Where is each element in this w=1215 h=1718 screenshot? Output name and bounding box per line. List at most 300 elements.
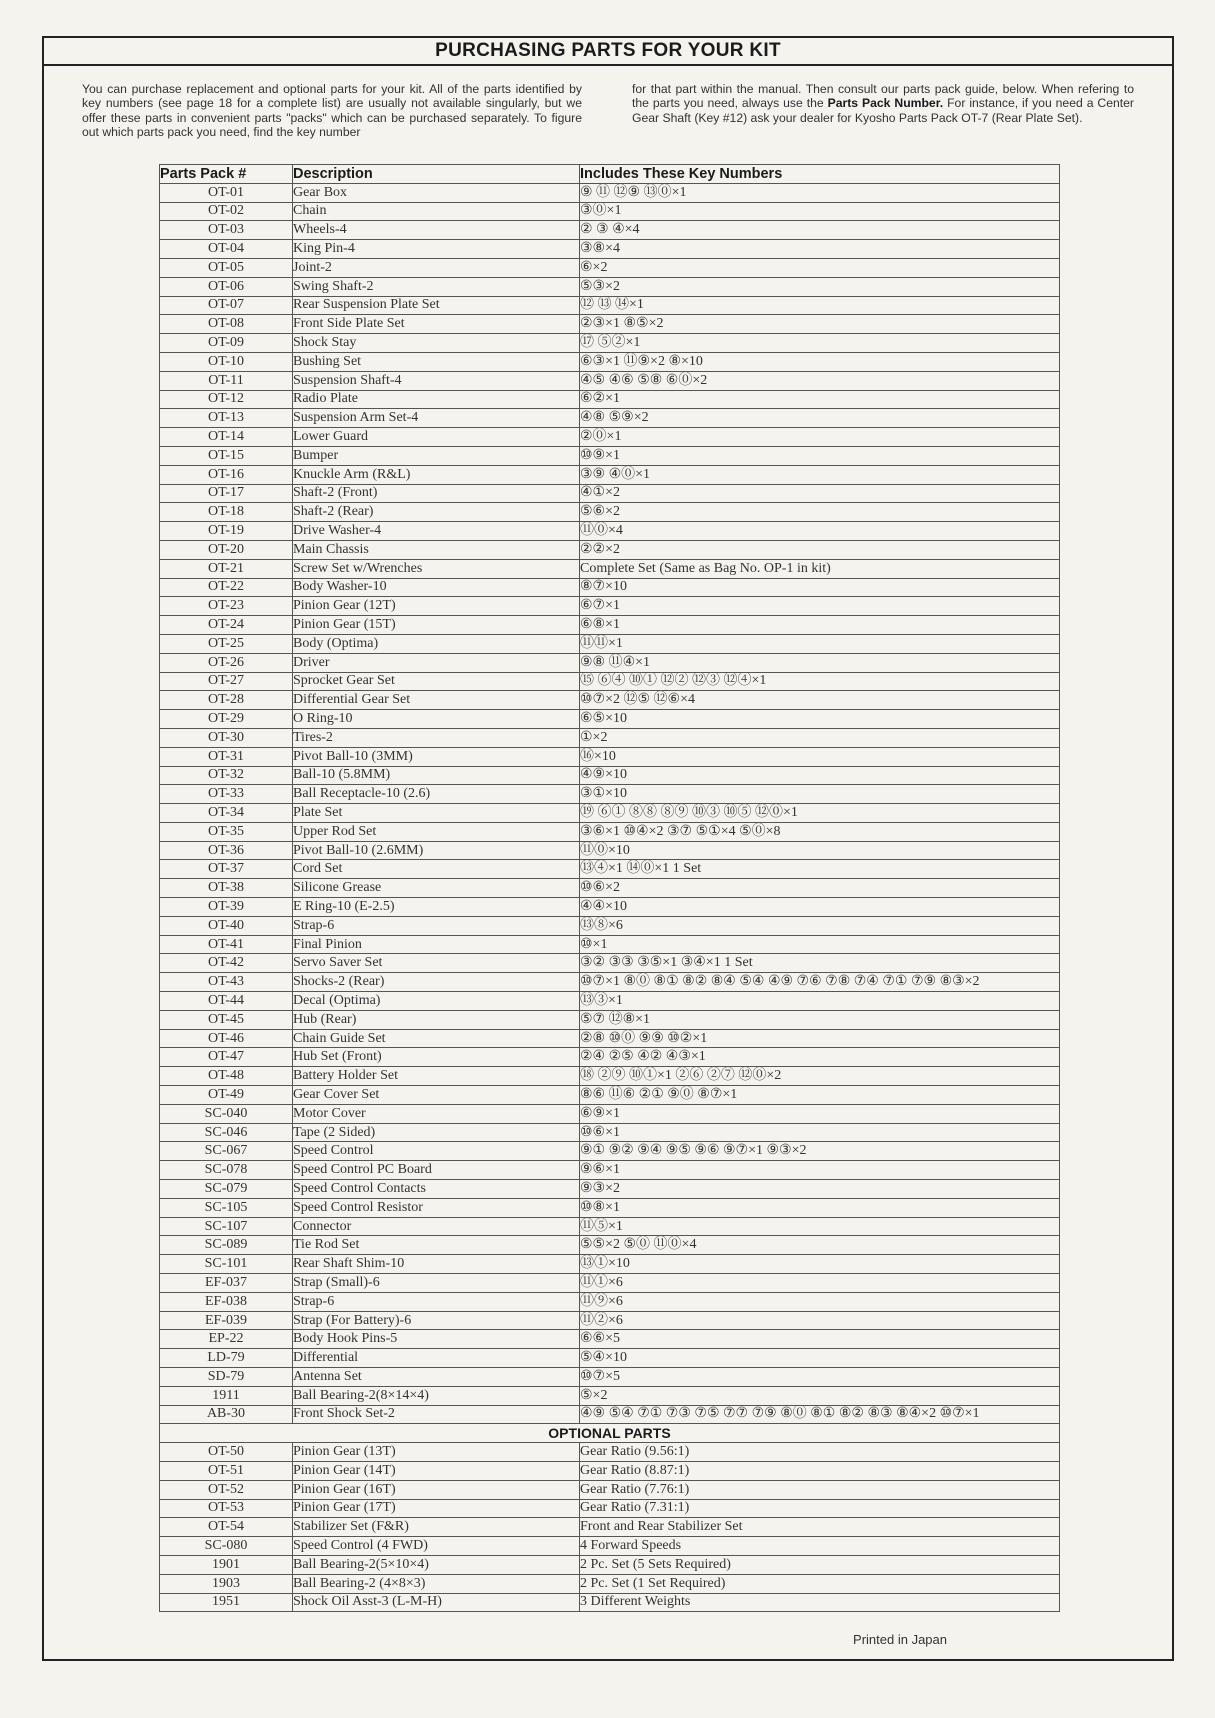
key-numbers-cell: ⑧⑥ ⑪⑥ ②① ⑨⓪ ⑧⑦×1 [580, 1086, 1060, 1105]
table-row [160, 183, 1060, 202]
description-cell: Silicone Grease [293, 879, 580, 898]
description-cell: Lower Guard [293, 428, 580, 447]
table-row [160, 992, 1060, 1011]
table-row [160, 653, 1060, 672]
intro-right-text-b: For instance, if you need a Center Gear Shaft (Key #12) ask your dealer for Kyosho Parts Pack OT-7 (Rear Plate Set). [632, 96, 1134, 125]
parts-pack-cell: OT-30 [160, 728, 293, 747]
key-numbers-cell: ⑤×2 [580, 1386, 1060, 1405]
table-row [160, 1368, 1060, 1387]
table-row [160, 616, 1060, 635]
table-row [160, 1405, 1060, 1424]
description-cell: Rear Suspension Plate Set [293, 296, 580, 315]
table-row [160, 1104, 1060, 1123]
key-numbers-cell: ⑪⑨×6 [580, 1292, 1060, 1311]
table-row [160, 240, 1060, 259]
table-row [160, 221, 1060, 240]
table-row [160, 1537, 1060, 1556]
table-row [160, 1048, 1060, 1067]
parts-pack-cell: OT-26 [160, 653, 293, 672]
parts-pack-cell: OT-32 [160, 766, 293, 785]
parts-pack-cell: OT-44 [160, 992, 293, 1011]
key-numbers-cell: ⑤⑥×2 [580, 503, 1060, 522]
description-cell: Strap-6 [293, 916, 580, 935]
key-numbers-cell: Front and Rear Stabilizer Set [580, 1518, 1060, 1537]
key-numbers-cell: ⑨③×2 [580, 1180, 1060, 1199]
table-row [160, 1161, 1060, 1180]
description-cell: Gear Cover Set [293, 1086, 580, 1105]
description-cell: Body Hook Pins-5 [293, 1330, 580, 1349]
table-row [160, 522, 1060, 541]
key-numbers-cell: ⑪⓪×4 [580, 522, 1060, 541]
key-numbers-cell: ③② ③③ ③⑤×1 ③④×1 1 Set [580, 954, 1060, 973]
description-cell: Plate Set [293, 804, 580, 823]
parts-table [159, 164, 1060, 1612]
key-numbers-cell: ⑥②×1 [580, 390, 1060, 409]
page-title: PURCHASING PARTS FOR YOUR KIT [435, 40, 781, 61]
description-cell: Upper Rod Set [293, 822, 580, 841]
table-row [160, 1236, 1060, 1255]
parts-pack-cell: EF-039 [160, 1311, 293, 1330]
table-row [160, 1443, 1060, 1462]
description-cell: Speed Control PC Board [293, 1161, 580, 1180]
parts-pack-cell: SC-101 [160, 1255, 293, 1274]
parts-table-body [160, 183, 1060, 1612]
description-cell: Radio Plate [293, 390, 580, 409]
parts-pack-cell: SC-089 [160, 1236, 293, 1255]
description-cell: Tape (2 Sided) [293, 1123, 580, 1142]
table-row [160, 1180, 1060, 1199]
parts-pack-cell: EF-037 [160, 1274, 293, 1293]
key-numbers-cell: ⑩⑥×2 [580, 879, 1060, 898]
parts-pack-cell: OT-36 [160, 841, 293, 860]
parts-pack-cell: OT-31 [160, 747, 293, 766]
parts-pack-cell: OT-08 [160, 315, 293, 334]
key-numbers-cell: ⑤⑤×2 ⑤⓪ ⑪⓪×4 [580, 1236, 1060, 1255]
description-cell: Speed Control Resistor [293, 1198, 580, 1217]
parts-pack-cell: OT-11 [160, 371, 293, 390]
key-numbers-cell: ② ③ ④×4 [580, 221, 1060, 240]
table-row [160, 1067, 1060, 1086]
page-frame [42, 36, 1174, 1661]
parts-pack-cell: SC-046 [160, 1123, 293, 1142]
parts-pack-cell: OT-28 [160, 691, 293, 710]
table-row [160, 1593, 1060, 1612]
parts-pack-cell: OT-22 [160, 578, 293, 597]
description-cell: Hub Set (Front) [293, 1048, 580, 1067]
parts-pack-cell: LD-79 [160, 1349, 293, 1368]
description-cell: Connector [293, 1217, 580, 1236]
parts-pack-cell: OT-29 [160, 710, 293, 729]
description-cell: Body (Optima) [293, 634, 580, 653]
table-header-row [160, 165, 1060, 184]
key-numbers-cell: ⑬③×1 [580, 992, 1060, 1011]
key-numbers-cell: ⑨ ⑪ ⑫⑨ ⑬⓪×1 [580, 183, 1060, 202]
description-cell: Wheels-4 [293, 221, 580, 240]
key-numbers-cell: ④①×2 [580, 484, 1060, 503]
parts-pack-cell: 1951 [160, 1593, 293, 1612]
table-row [160, 1292, 1060, 1311]
title-bar [44, 38, 1172, 66]
parts-pack-cell: AB-30 [160, 1405, 293, 1424]
description-cell: Pinion Gear (14T) [293, 1461, 580, 1480]
parts-pack-cell: OT-10 [160, 352, 293, 371]
key-numbers-cell: ⑩⑥×1 [580, 1123, 1060, 1142]
table-row [160, 1255, 1060, 1274]
table-row [160, 672, 1060, 691]
parts-pack-cell: SC-105 [160, 1198, 293, 1217]
table-row [160, 1480, 1060, 1499]
table-row [160, 1029, 1060, 1048]
parts-pack-cell: OT-15 [160, 446, 293, 465]
description-cell: Shocks-2 (Rear) [293, 973, 580, 992]
key-numbers-cell: ⑥⑨×1 [580, 1104, 1060, 1123]
table-row [160, 804, 1060, 823]
key-numbers-cell: ⑩⑦×2 ⑫⑤ ⑫⑥×4 [580, 691, 1060, 710]
description-cell: Hub (Rear) [293, 1010, 580, 1029]
table-row [160, 1123, 1060, 1142]
table-row [160, 1461, 1060, 1480]
key-numbers-cell: ⑧⑦×10 [580, 578, 1060, 597]
table-row [160, 785, 1060, 804]
description-cell: Front Side Plate Set [293, 315, 580, 334]
description-cell: Ball Bearing-2(8×14×4) [293, 1386, 580, 1405]
key-numbers-cell: ③⓪×1 [580, 202, 1060, 221]
header-description: Description [293, 165, 580, 184]
description-cell: Strap-6 [293, 1292, 580, 1311]
key-numbers-cell: ②②×2 [580, 540, 1060, 559]
description-cell: Suspension Arm Set-4 [293, 409, 580, 428]
table-row [160, 484, 1060, 503]
description-cell: Differential Gear Set [293, 691, 580, 710]
intro-right-paragraph [632, 82, 1134, 125]
key-numbers-cell: Gear Ratio (7.31:1) [580, 1499, 1060, 1518]
parts-pack-cell: OT-54 [160, 1518, 293, 1537]
description-cell: Strap (Small)-6 [293, 1274, 580, 1293]
table-row [160, 315, 1060, 334]
table-row [160, 258, 1060, 277]
key-numbers-cell: ⑥⑤×10 [580, 710, 1060, 729]
table-row [160, 766, 1060, 785]
key-numbers-cell: ⑩⑨×1 [580, 446, 1060, 465]
key-numbers-cell: ④⑤ ④⑥ ⑤⑧ ⑥⓪×2 [580, 371, 1060, 390]
parts-pack-cell: OT-12 [160, 390, 293, 409]
parts-pack-cell: SC-080 [160, 1537, 293, 1556]
key-numbers-cell: ⑩×1 [580, 935, 1060, 954]
optional-parts-heading: OPTIONAL PARTS [160, 1424, 1060, 1443]
key-numbers-cell: ③①×10 [580, 785, 1060, 804]
description-cell: Bushing Set [293, 352, 580, 371]
description-cell: Shock Stay [293, 334, 580, 353]
parts-pack-cell: OT-04 [160, 240, 293, 259]
description-cell: Pivot Ball-10 (2.6MM) [293, 841, 580, 860]
parts-pack-cell: OT-42 [160, 954, 293, 973]
description-cell: King Pin-4 [293, 240, 580, 259]
parts-pack-cell: OT-52 [160, 1480, 293, 1499]
table-row [160, 465, 1060, 484]
parts-pack-cell: OT-33 [160, 785, 293, 804]
table-row [160, 559, 1060, 578]
parts-pack-cell: OT-45 [160, 1010, 293, 1029]
description-cell: Pinion Gear (12T) [293, 597, 580, 616]
key-numbers-cell: ⑥⑧×1 [580, 616, 1060, 635]
table-row [160, 935, 1060, 954]
table-row [160, 334, 1060, 353]
key-numbers-cell: ⑱ ②⑨ ⑩①×1 ②⑥ ②⑦ ⑫⓪×2 [580, 1067, 1060, 1086]
parts-pack-cell: OT-21 [160, 559, 293, 578]
table-row [160, 428, 1060, 447]
description-cell: Speed Control [293, 1142, 580, 1161]
parts-pack-cell: OT-43 [160, 973, 293, 992]
table-row [160, 634, 1060, 653]
key-numbers-cell: ⑯×10 [580, 747, 1060, 766]
table-row [160, 860, 1060, 879]
key-numbers-cell: ⑨① ⑨② ⑨④ ⑨⑤ ⑨⑥ ⑨⑦×1 ⑨③×2 [580, 1142, 1060, 1161]
parts-pack-cell: OT-49 [160, 1086, 293, 1105]
table-row [160, 597, 1060, 616]
parts-pack-cell: OT-07 [160, 296, 293, 315]
description-cell: Motor Cover [293, 1104, 580, 1123]
table-row [160, 390, 1060, 409]
key-numbers-cell: ⑥×2 [580, 258, 1060, 277]
description-cell: Strap (For Battery)-6 [293, 1311, 580, 1330]
key-numbers-cell: ⑮ ⑥④ ⑩① ⑫② ⑫③ ⑫④×1 [580, 672, 1060, 691]
description-cell: Servo Saver Set [293, 954, 580, 973]
description-cell: O Ring-10 [293, 710, 580, 729]
parts-pack-cell: SC-079 [160, 1180, 293, 1199]
key-numbers-cell: ⑥⑦×1 [580, 597, 1060, 616]
description-cell: Main Chassis [293, 540, 580, 559]
table-row [160, 409, 1060, 428]
description-cell: Speed Control (4 FWD) [293, 1537, 580, 1556]
parts-pack-cell: OT-23 [160, 597, 293, 616]
header-key-numbers: Includes These Key Numbers [580, 165, 1060, 184]
description-cell: Differential [293, 1349, 580, 1368]
table-row [160, 1499, 1060, 1518]
table-row [160, 446, 1060, 465]
parts-pack-cell: OT-35 [160, 822, 293, 841]
table-row [160, 371, 1060, 390]
key-numbers-cell: ⑬①×10 [580, 1255, 1060, 1274]
parts-pack-cell: OT-20 [160, 540, 293, 559]
parts-pack-cell: OT-53 [160, 1499, 293, 1518]
parts-pack-cell: OT-18 [160, 503, 293, 522]
table-row [160, 296, 1060, 315]
key-numbers-cell: ⑥⑥×5 [580, 1330, 1060, 1349]
key-numbers-cell: ④⑨×10 [580, 766, 1060, 785]
parts-pack-cell: OT-01 [160, 183, 293, 202]
description-cell: Decal (Optima) [293, 992, 580, 1011]
description-cell: Gear Box [293, 183, 580, 202]
table-row [160, 1010, 1060, 1029]
parts-pack-cell: OT-37 [160, 860, 293, 879]
description-cell: Battery Holder Set [293, 1067, 580, 1086]
key-numbers-cell: ③⑧×4 [580, 240, 1060, 259]
parts-pack-cell: OT-17 [160, 484, 293, 503]
key-numbers-cell: ⑨⑧ ⑪④×1 [580, 653, 1060, 672]
key-numbers-cell: ④④×10 [580, 898, 1060, 917]
description-cell: Swing Shaft-2 [293, 277, 580, 296]
table-row [160, 822, 1060, 841]
table-row [160, 879, 1060, 898]
description-cell: Bumper [293, 446, 580, 465]
optional-parts-section-row [160, 1424, 1060, 1443]
description-cell: Drive Washer-4 [293, 522, 580, 541]
key-numbers-cell: Complete Set (Same as Bag No. OP-1 in kit) [580, 559, 1060, 578]
description-cell: Front Shock Set-2 [293, 1405, 580, 1424]
table-row [160, 841, 1060, 860]
key-numbers-cell: ⑤③×2 [580, 277, 1060, 296]
table-row [160, 1086, 1060, 1105]
key-numbers-cell: ⑤④×10 [580, 1349, 1060, 1368]
table-row [160, 277, 1060, 296]
intro-right-bold: Parts Pack Number. [827, 96, 944, 111]
description-cell: Pivot Ball-10 (3MM) [293, 747, 580, 766]
parts-pack-cell: OT-39 [160, 898, 293, 917]
key-numbers-cell: ⑨⑥×1 [580, 1161, 1060, 1180]
parts-pack-cell: OT-09 [160, 334, 293, 353]
key-numbers-cell: Gear Ratio (8.87:1) [580, 1461, 1060, 1480]
table-row [160, 540, 1060, 559]
key-numbers-cell: ④⑨ ⑤④ ⑦① ⑦③ ⑦⑤ ⑦⑦ ⑦⑨ ⑧⓪ ⑧① ⑧② ⑧③ ⑧④×2 ⑩⑦×1 [580, 1405, 1060, 1424]
key-numbers-cell: ⑤⑦ ⑫⑧×1 [580, 1010, 1060, 1029]
parts-pack-cell: SC-107 [160, 1217, 293, 1236]
table-row [160, 1274, 1060, 1293]
description-cell: Tires-2 [293, 728, 580, 747]
key-numbers-cell: Gear Ratio (9.56:1) [580, 1443, 1060, 1462]
parts-pack-cell: SC-078 [160, 1161, 293, 1180]
table-row [160, 503, 1060, 522]
parts-pack-cell: OT-24 [160, 616, 293, 635]
parts-pack-cell: OT-40 [160, 916, 293, 935]
key-numbers-cell: ⑲ ⑥① ⑧⑧ ⑧⑨ ⑩③ ⑩⑤ ⑫⓪×1 [580, 804, 1060, 823]
parts-pack-cell: OT-06 [160, 277, 293, 296]
key-numbers-cell: 4 Forward Speeds [580, 1537, 1060, 1556]
parts-pack-cell: OT-02 [160, 202, 293, 221]
header-parts-pack: Parts Pack # [160, 165, 293, 184]
table-row [160, 1330, 1060, 1349]
key-numbers-cell: ③⑨ ④⓪×1 [580, 465, 1060, 484]
description-cell: Chain [293, 202, 580, 221]
table-row [160, 1574, 1060, 1593]
table-row [160, 1311, 1060, 1330]
table-row [160, 728, 1060, 747]
table-row [160, 954, 1060, 973]
parts-pack-cell: OT-50 [160, 1443, 293, 1462]
parts-pack-cell: OT-25 [160, 634, 293, 653]
table-row [160, 1555, 1060, 1574]
parts-pack-cell: OT-41 [160, 935, 293, 954]
key-numbers-cell: ⑩⑦×5 [580, 1368, 1060, 1387]
description-cell: Chain Guide Set [293, 1029, 580, 1048]
key-numbers-cell: ⑩⑧×1 [580, 1198, 1060, 1217]
description-cell: Rear Shaft Shim-10 [293, 1255, 580, 1274]
description-cell: Shaft-2 (Rear) [293, 503, 580, 522]
parts-pack-cell: OT-14 [160, 428, 293, 447]
description-cell: Pinion Gear (17T) [293, 1499, 580, 1518]
key-numbers-cell: Gear Ratio (7.76:1) [580, 1480, 1060, 1499]
table-row [160, 691, 1060, 710]
key-numbers-cell: ⑫ ⑬ ⑭×1 [580, 296, 1060, 315]
table-row [160, 710, 1060, 729]
key-numbers-cell: ⑪⑤×1 [580, 1217, 1060, 1236]
description-cell: Body Washer-10 [293, 578, 580, 597]
key-numbers-cell: ⑩⑦×1 ⑧⓪ ⑧① ⑧② ⑧④ ⑤④ ④⑨ ⑦⑥ ⑦⑧ ⑦④ ⑦① ⑦⑨ ⑧③×2 [580, 973, 1060, 992]
key-numbers-cell: ⑥③×1 ⑪⑨×2 ⑧×10 [580, 352, 1060, 371]
table-row [160, 747, 1060, 766]
key-numbers-cell: ③⑥×1 ⑩④×2 ③⑦ ⑤①×4 ⑤⓪×8 [580, 822, 1060, 841]
key-numbers-cell: ⑬⑧×6 [580, 916, 1060, 935]
key-numbers-cell: ⑰ ⑤②×1 [580, 334, 1060, 353]
table-row [160, 1198, 1060, 1217]
key-numbers-cell: ②⑧ ⑩⓪ ⑨⑨ ⑩②×1 [580, 1029, 1060, 1048]
parts-pack-cell: OT-51 [160, 1461, 293, 1480]
description-cell: Speed Control Contacts [293, 1180, 580, 1199]
table-row [160, 352, 1060, 371]
table-row [160, 1518, 1060, 1537]
description-cell: Pinion Gear (13T) [293, 1443, 580, 1462]
parts-pack-cell: OT-05 [160, 258, 293, 277]
key-numbers-cell: ⑪②×6 [580, 1311, 1060, 1330]
parts-pack-cell: OT-13 [160, 409, 293, 428]
table-row [160, 1349, 1060, 1368]
description-cell: Cord Set [293, 860, 580, 879]
description-cell: Pinion Gear (16T) [293, 1480, 580, 1499]
parts-pack-cell: OT-48 [160, 1067, 293, 1086]
parts-pack-cell: OT-46 [160, 1029, 293, 1048]
description-cell: Ball Receptacle-10 (2.6) [293, 785, 580, 804]
parts-pack-cell: OT-19 [160, 522, 293, 541]
table-row [160, 1386, 1060, 1405]
parts-pack-cell: SC-040 [160, 1104, 293, 1123]
description-cell: Ball Bearing-2 (4×8×3) [293, 1574, 580, 1593]
description-cell: Antenna Set [293, 1368, 580, 1387]
description-cell: E Ring-10 (E-2.5) [293, 898, 580, 917]
key-numbers-cell: ④⑧ ⑤⑨×2 [580, 409, 1060, 428]
key-numbers-cell: ①×2 [580, 728, 1060, 747]
parts-pack-cell: EP-22 [160, 1330, 293, 1349]
description-cell: Suspension Shaft-4 [293, 371, 580, 390]
description-cell: Ball-10 (5.8MM) [293, 766, 580, 785]
key-numbers-cell: ②③×1 ⑧⑤×2 [580, 315, 1060, 334]
description-cell: Sprocket Gear Set [293, 672, 580, 691]
intro-right-text-a: for that part within the manual. Then consult our parts pack guide, below. When refering to the parts you need, always use the [632, 82, 1134, 111]
table-row [160, 578, 1060, 597]
description-cell: Shock Oil Asst-3 (L-M-H) [293, 1593, 580, 1612]
parts-pack-cell: 1911 [160, 1386, 293, 1405]
table-row [160, 898, 1060, 917]
parts-pack-cell: OT-27 [160, 672, 293, 691]
printed-in-japan: Printed in Japan [853, 1632, 947, 1647]
parts-pack-cell: SD-79 [160, 1368, 293, 1387]
key-numbers-cell: ②④ ②⑤ ④② ④③×1 [580, 1048, 1060, 1067]
parts-pack-cell: SC-067 [160, 1142, 293, 1161]
intro-left-paragraph: You can purchase replacement and optional parts for your kit. All of the parts identified by key numbers (see page 18 for a complete list) are usually not available singularly, but we offer these parts in convenient parts "packs" which can be purchased separately. To figure out which parts pack you need, find the key number [82, 82, 582, 140]
key-numbers-cell: ⑬④×1 ⑭⓪×1 1 Set [580, 860, 1060, 879]
parts-pack-cell: OT-16 [160, 465, 293, 484]
key-numbers-cell: ⑪⓪×10 [580, 841, 1060, 860]
key-numbers-cell: 2 Pc. Set (1 Set Required) [580, 1574, 1060, 1593]
key-numbers-cell: ⑪⑪×1 [580, 634, 1060, 653]
description-cell: Knuckle Arm (R&L) [293, 465, 580, 484]
description-cell: Tie Rod Set [293, 1236, 580, 1255]
table-row [160, 1142, 1060, 1161]
parts-pack-cell: 1903 [160, 1574, 293, 1593]
table-row [160, 202, 1060, 221]
key-numbers-cell: ②⓪×1 [580, 428, 1060, 447]
description-cell: Shaft-2 (Front) [293, 484, 580, 503]
description-cell: Pinion Gear (15T) [293, 616, 580, 635]
parts-pack-cell: OT-47 [160, 1048, 293, 1067]
